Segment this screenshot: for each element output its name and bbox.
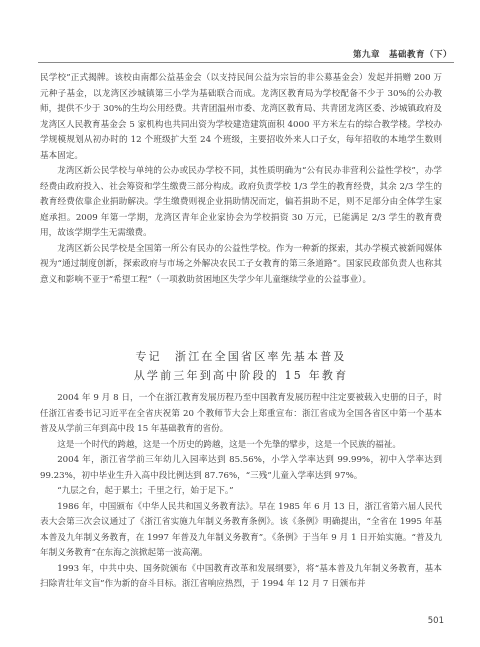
page-number: 501 (427, 616, 444, 626)
special-title-line-1: 专记 浙江在全国省区率先基本普及 (135, 350, 347, 363)
running-header: 第九章 基础教育（下） (352, 50, 452, 60)
special-title-line-2: 从学前三年到高中阶段的 15 年教育 (133, 369, 349, 382)
paragraph: 1986 年，中国颁布《中华人民共和国义务教育法》。早在 1985 年 6 月 13 日，浙江省第六届人民代表大会第三次会议通过了《浙江省实施九年制义务教育条例》。该《条例》明确提出，“全省在 1995 年基本普及九年制义务教育，在 1997 年普及九年制义务教育”。《条例》于当年 9 月 1 日开始实施。“普及九年制义务教育”在东海之滨掀起第一波高潮。 (40, 501, 442, 558)
paragraph: 1993 年，中共中央、国务院颁布《中国教育改革和发展纲要》，将“基本普及九年制义务教育，基本扫除青壮年文盲”作为新的奋斗目标。浙江省响应热烈，于 1994 年 12 月 7 日颁布并 (40, 563, 442, 589)
paragraph: “九层之台，起于累土；千里之行，始于足下。” (57, 486, 234, 496)
paragraph: 2004 年 9 月 8 日，一个在浙江教育发展历程乃至中国教育发展历程中注定要被载入史册的日子，时任浙江省委书记习近平在全省庆祝第 20 个教师节大会上郑重宣布：浙江省成为全国各省区中第一个基本普及从学前三年到高中段 15 年基础教育的省份。 (40, 393, 442, 434)
special-section-title (40, 347, 442, 385)
paragraph: 龙湾区新公民学校与单纯的公办或民办学校不同，其性质明确为“公有民办非营利公益性学校”，办学经费由政府投入、社会筹资和学生缴费三部分构成。政府负责学校 1/3 学生的教育经费，其余 2/3 学生的教育经费依靠企业捐助解决。学生缴费则视企业捐助情况而定，偏若捐助不足，则不足部分由全体学生家庭承担。2009 年第一学期，龙湾区青年企业家协会为学校捐资 30 万元，已能满足 2/3 学生的教育费用，故该学期学生无需缴费。 (40, 166, 442, 238)
section-body-1 (40, 71, 442, 288)
paragraph: 2004 年，浙江省学前三年幼儿入园率达到 85.56%，小学入学率达到 99.99%，初中入学率达到 99.23%，初中毕业生升入高中段比例达到 87.76%，“三残”儿童入学率达到 97%。 (40, 455, 442, 481)
section-body-2 (40, 391, 442, 593)
paragraph: 民学校”正式揭牌。该校由南都公益基金会（以支持民间公益为宗旨的非公募基金会）发起并捐赠 200 万元种子基金，以龙湾区沙城镇第三小学为基础联合而成。龙湾区教育局为学校配备不少于 30%的公办教师，提供不少于 30%的生均公用经费。共青团温州市委、龙湾区教育局、共青团龙湾区委、沙城镇政府及龙湾区人民教育基金会 5 家机构也共同出资为学校建造建筑面积 4000 平方米左右的综合教学楼。学校办学规模规划从初办时的 12 个班级扩大至 24 个班级，主要招收外来人口子女，每年招收的本地学生数则基本固定。 (40, 73, 442, 161)
header-rule (38, 62, 454, 63)
paragraph: 这是一个时代的跨越，这是一个历史的跨越，这是一个先挚的擘步，这是一个民族的福祉。 (57, 439, 401, 450)
paragraph: 龙湾区新公民学校是全国第一所公有民办的公益性学校。作为一种新的探索，其办学模式被新闻媒体视为“通过制度创新，探索政府与市场之外解决农民工子女教育的第三条道路”。国家民政部负责人也称其意义和影响不亚于“希望工程”（一项救助贫困地区失学少年儿童继续学业的公益事业）。 (40, 243, 442, 285)
